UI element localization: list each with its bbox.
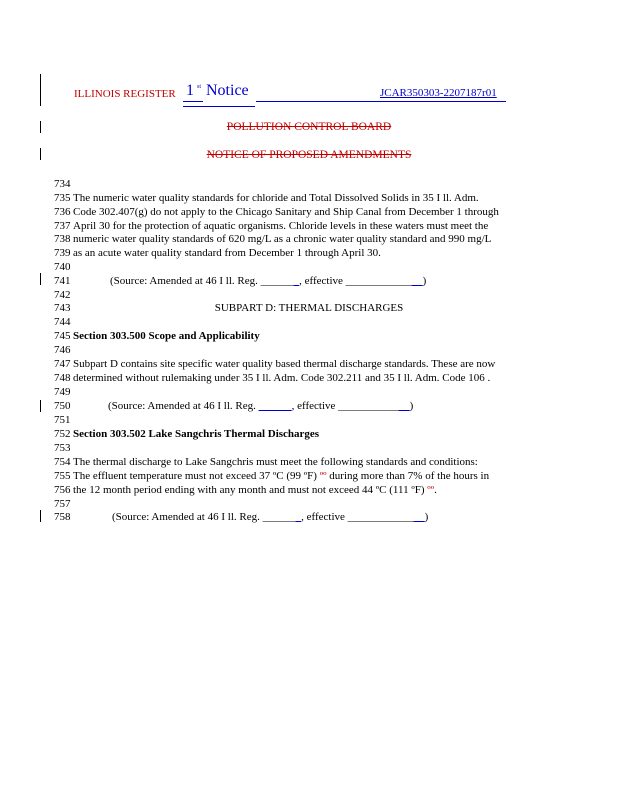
source-close: ) — [409, 400, 414, 412]
line-number: 745 — [54, 330, 71, 342]
source-line — [54, 511, 428, 524]
line-number: 742 — [54, 289, 71, 301]
source-close: ) — [424, 511, 429, 523]
line-number: 751 — [54, 414, 71, 426]
line-text: The thermal discharge to Lake Sangchris must meet the following standards and conditions: — [73, 456, 478, 468]
line-number: 753 — [54, 442, 71, 454]
line-text: The effluent temperature must not exceed 37 ºC (99 ºF) — [73, 470, 320, 482]
line-number: 757 — [54, 498, 71, 510]
line-number: 741 — [54, 275, 71, 287]
source-blank: _ — [293, 275, 300, 287]
subpart-heading: SUBPART D: THERMAL DISCHARGES — [214, 302, 404, 314]
board-title: POLLUTION CONTROL BOARD — [226, 121, 392, 133]
source-effective: , effective ____________ — [299, 275, 412, 287]
line-number: 749 — [54, 386, 71, 398]
page-number-suffix: st — [197, 84, 202, 90]
text-line — [54, 206, 499, 219]
source-blank: __ — [411, 275, 423, 287]
line-text: . — [434, 484, 437, 496]
line-text: Code 302.407(g) do not apply to the Chicago Sanitary and Ship Canal from December 1 through — [73, 206, 499, 218]
source-effective: , effective ___________ — [291, 400, 399, 412]
line-number: 737 — [54, 220, 71, 232]
text-line — [54, 358, 495, 371]
source-text: (Source: Amended at 46 I ll. Reg. ______ — [112, 511, 296, 523]
degree-marks: ºº — [319, 470, 327, 482]
source-blank: __ — [413, 511, 425, 523]
source-text: (Source: Amended at 46 I ll. Reg. ______ — [110, 275, 294, 287]
line-number: 735 — [54, 192, 71, 204]
source-line — [54, 400, 413, 413]
jcar-code: JCAR350303-2207187r01 — [380, 87, 497, 99]
header-rule — [183, 106, 255, 107]
header-rule — [183, 101, 203, 102]
section-heading: Section 303.500 Scope and Applicability — [73, 330, 260, 342]
source-blank: _ — [295, 511, 302, 523]
register-title: ILLINOIS REGISTER — [74, 88, 176, 100]
page-number: 1 — [186, 82, 194, 99]
source-close: ) — [422, 275, 427, 287]
section-heading: Section 303.502 Lake Sangchris Thermal Discharges — [73, 428, 320, 440]
change-bar — [40, 400, 41, 412]
line-number: 758 — [54, 511, 71, 523]
line-number: 747 — [54, 358, 71, 370]
line-number: 755 — [54, 470, 71, 482]
source-effective: , effective ____________ — [301, 511, 414, 523]
line-text: during more than 7% of the hours in — [326, 470, 490, 482]
line-text: determined without rulemaking under 35 I ll. Adm. Code 302.211 and 35 I ll. Adm. Code 106 . — [73, 372, 491, 384]
change-bar — [40, 510, 41, 522]
text-line — [54, 192, 479, 205]
page-header — [74, 82, 594, 108]
line-number: 743 — [54, 302, 71, 314]
line-number: 748 — [54, 372, 71, 384]
line-text: as an acute water quality standard from December 1 through April 30. — [73, 247, 381, 259]
text-line — [54, 372, 490, 385]
change-bar — [40, 74, 41, 106]
line-text: numeric water quality standards of 620 mg/L as a chronic water quality standard and 990 mg/L — [73, 233, 492, 245]
text-line — [54, 247, 381, 260]
text-line — [54, 233, 491, 246]
source-line — [54, 275, 426, 288]
text-line — [54, 484, 437, 497]
line-number: 744 — [54, 316, 71, 328]
text-line — [54, 428, 319, 441]
line-number: 739 — [54, 247, 71, 259]
line-text: Subpart D contains site specific water quality based thermal discharge standards. These are now — [73, 358, 496, 370]
text-line — [54, 470, 489, 483]
line-number: 754 — [54, 456, 71, 468]
line-text: The numeric water quality standards for chloride and Total Dissolved Solids in 35 I ll. Adm. — [73, 192, 479, 204]
text-line — [54, 330, 260, 343]
notice-title: NOTICE OF PROPOSED AMENDMENTS — [206, 149, 412, 161]
header-rule — [256, 101, 506, 102]
text-line — [54, 456, 478, 469]
source-blank: ______ — [258, 400, 292, 412]
line-number: 746 — [54, 344, 71, 356]
line-number: 734 — [54, 178, 71, 190]
line-text: April 30 for the protection of aquatic organisms. Chloride levels in these waters must meet the — [73, 220, 489, 232]
line-number: 752 — [54, 428, 71, 440]
line-number: 740 — [54, 261, 71, 273]
source-text: (Source: Amended at 46 I ll. Reg. — [108, 400, 259, 412]
notice-label: Notice — [206, 82, 249, 99]
change-bar — [40, 273, 41, 285]
text-line — [54, 220, 488, 233]
line-number: 756 — [54, 484, 71, 496]
source-blank: __ — [398, 400, 410, 412]
degree-marks: ºº — [427, 484, 435, 496]
line-text: the 12 month period ending with any month and must not exceed 44 ºC (111 ºF) — [73, 484, 428, 496]
line-number: 738 — [54, 233, 71, 245]
line-number: 750 — [54, 400, 71, 412]
line-number: 736 — [54, 206, 71, 218]
